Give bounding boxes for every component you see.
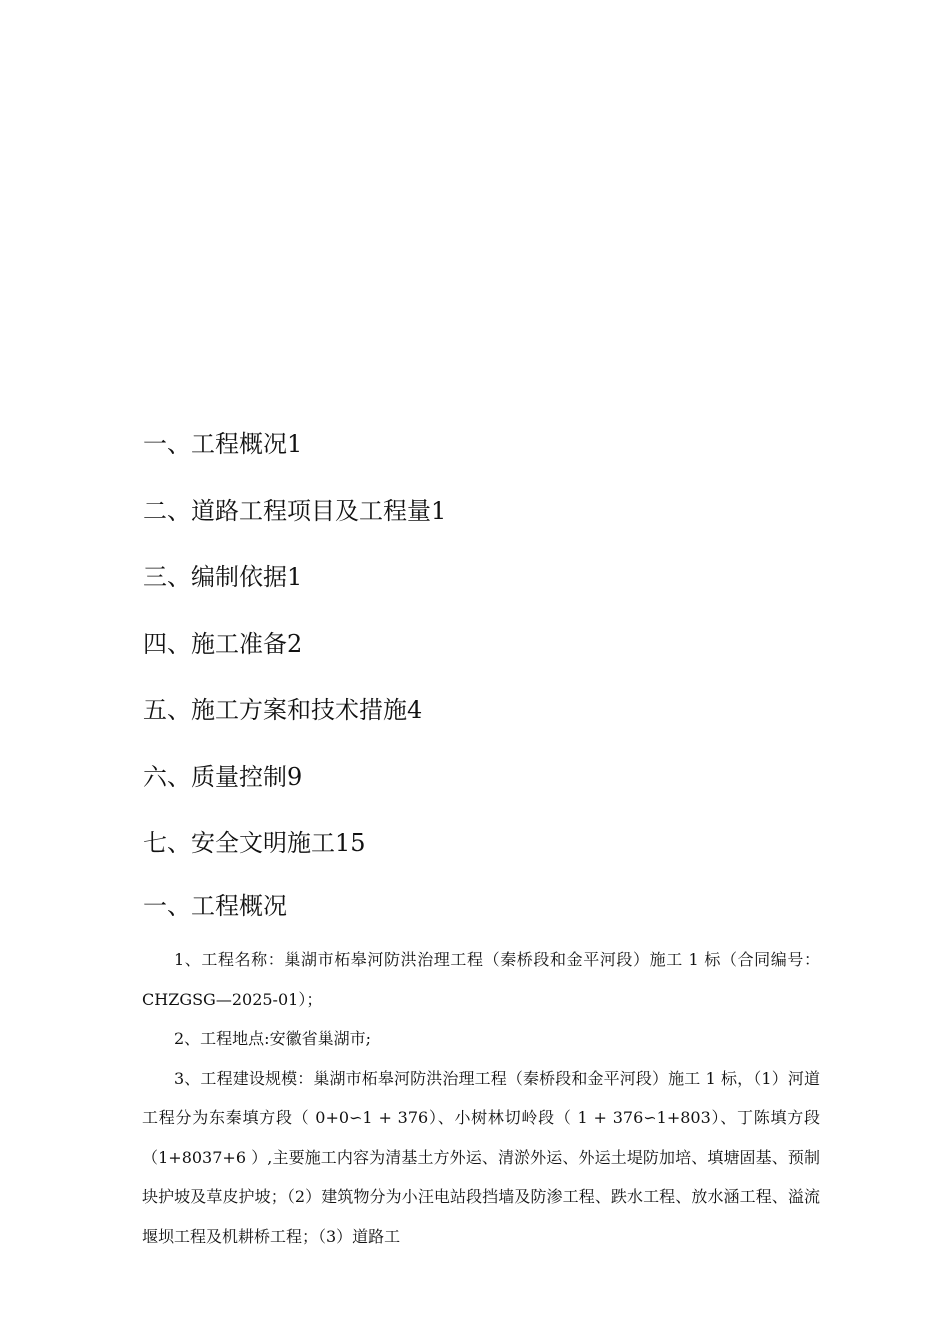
toc-item-page: 2	[287, 629, 303, 658]
toc-item-label: 三、编制依据	[143, 563, 287, 591]
toc-item-label: 二、道路工程项目及工程量	[143, 496, 431, 525]
toc-item[interactable]	[143, 690, 823, 757]
toc-item[interactable]	[143, 757, 823, 824]
toc-item-label: 四、施工准备	[143, 629, 287, 658]
toc-item[interactable]	[143, 424, 823, 491]
paragraph-project-location: 2、工程地点:安徽省巢湖市;	[174, 1029, 371, 1048]
toc-item[interactable]	[143, 557, 823, 624]
table-of-contents	[143, 424, 823, 890]
paragraph-project-name: 1、工程名称：巢湖市柘皋河防洪治理工程（秦桥段和金平河段）施工 1 标（合同编号：CHZGSG—2025-01）；	[142, 950, 820, 1009]
toc-item-label: 七、安全文明施工	[143, 829, 335, 857]
section-body	[142, 940, 820, 1256]
toc-item-page: 15	[335, 829, 366, 857]
toc-item-page: 1	[287, 563, 303, 591]
toc-item-page: 1	[431, 496, 447, 525]
paragraph-project-scale: 3、工程建设规模：巢湖市柘皋河防洪治理工程（秦桥段和金平河段）施工 1 标，（1）河道工程分为东秦填方段（ 0+0∽1 + 376）、小树林切岭段（ 1 + 376∽1+803）、丁陈填方段（1+8037+6 ）,主要施工内容为清基土方外运、清淤外运、外运土堤防加培、填塘固基、预制块护坡及草皮护坡；（2）建筑物分为小汪电站段挡墙及防渗工程、跌水工程、放水涵工程、溢流堰坝工程及机耕桥工程；（3）道路工	[142, 1068, 820, 1246]
toc-item-page: 1	[287, 430, 303, 458]
toc-item-label: 六、质量控制	[143, 762, 287, 791]
toc-item-page: 4	[407, 696, 423, 724]
toc-item-page: 9	[287, 762, 303, 791]
toc-item-label: 五、施工方案和技术措施	[143, 696, 407, 724]
toc-item[interactable]	[143, 624, 823, 691]
toc-item[interactable]	[143, 823, 823, 890]
section-heading: 一、工程概况	[143, 892, 287, 920]
toc-item-label: 一、工程概况	[143, 430, 287, 458]
toc-item[interactable]	[143, 491, 823, 558]
